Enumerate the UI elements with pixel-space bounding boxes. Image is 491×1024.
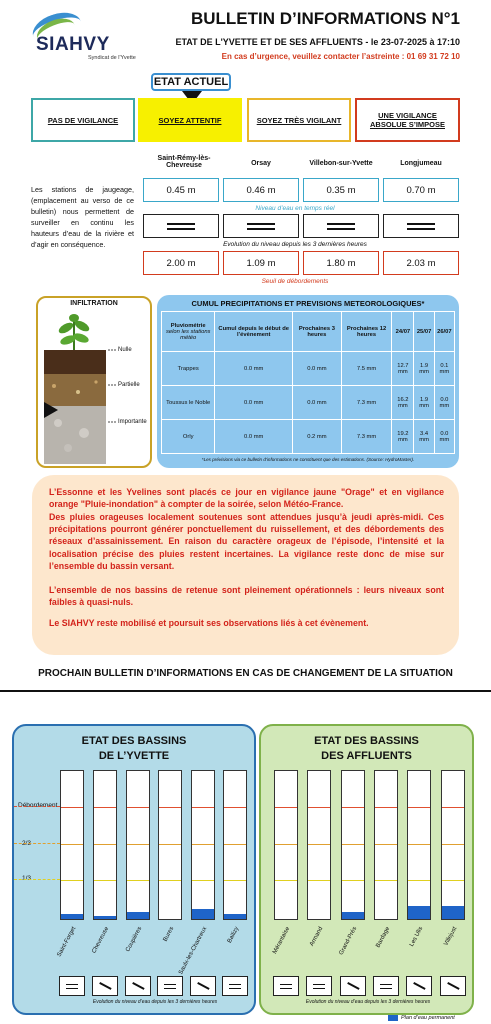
value-cell: 16.2 mm bbox=[392, 386, 414, 420]
basin-gauge bbox=[307, 770, 331, 920]
gauge-threshold-line bbox=[159, 880, 181, 881]
basin-name: Bardage bbox=[375, 926, 392, 949]
gauge-threshold-line bbox=[375, 880, 397, 881]
seuil-caption: Seuil de débordements bbox=[261, 278, 329, 285]
one-third-guide bbox=[14, 879, 60, 880]
precipitation-note: *Les prévisions via ce bulletin d’informations ne constituent que des estimations. (Source: HydroMaster). bbox=[201, 457, 415, 462]
precipitation-title: CUMUL PRECIPITATIONS ET PREVISIONS METEOROLOGIQUES* bbox=[191, 299, 425, 308]
basin-name: Armand bbox=[309, 926, 325, 948]
value-cell: 1.9 mm bbox=[414, 352, 434, 386]
niveau-value: 0.35 m bbox=[303, 178, 379, 202]
value-cell: 19.2 mm bbox=[392, 420, 414, 454]
vigilance-level-3: SOYEZ TRÈS VIGILANT bbox=[247, 98, 351, 142]
value-cell: 0.0 mm bbox=[293, 386, 342, 420]
value-cell: 1.9 mm bbox=[414, 386, 434, 420]
gauge-threshold-line bbox=[408, 844, 430, 845]
basin-gauge bbox=[223, 770, 247, 920]
vigilance-level-1: PAS DE VIGILANCE bbox=[31, 98, 135, 142]
bulletin-text-panel bbox=[32, 475, 459, 655]
station-name: Longjumeau bbox=[400, 160, 442, 167]
evolution-caption: Evolution du niveau depuis les 3 dernières heures bbox=[223, 241, 367, 248]
legend bbox=[388, 1015, 455, 1021]
basin-gauge bbox=[274, 770, 298, 920]
gauge-water-fill bbox=[342, 912, 364, 920]
prochain-bulletin-text: PROCHAIN BULLETIN D’INFORMATIONS EN CAS DE CHANGEMENT DE LA SITUATION bbox=[38, 668, 453, 679]
gauge-threshold-line bbox=[192, 807, 214, 808]
divider bbox=[0, 690, 491, 692]
basin-name: Chevreuse bbox=[91, 926, 111, 955]
gauge-threshold-line bbox=[375, 844, 397, 845]
gauge-threshold-line bbox=[127, 844, 149, 845]
basin-name: Bailizy bbox=[226, 926, 241, 945]
seuil-value: 1.09 m bbox=[223, 251, 299, 275]
gauge-water-fill bbox=[224, 914, 246, 919]
gauge-threshold-line bbox=[308, 880, 330, 881]
gauge-threshold-line bbox=[308, 807, 330, 808]
bulletin-paragraph: L’ensemble de nos bassins de retenue sont pleinement opérationnels : leurs niveaux sont faibles à quasi-nuls. bbox=[49, 585, 444, 608]
gauge-threshold-line bbox=[61, 844, 83, 845]
table-header: 25/07 bbox=[414, 312, 434, 352]
gauge-threshold-line bbox=[408, 880, 430, 881]
seuil-value: 1.80 m bbox=[303, 251, 379, 275]
gauge-threshold-line bbox=[94, 880, 116, 881]
basin-name: Villejust bbox=[443, 926, 459, 947]
legend-label: Plan d’eau permanent bbox=[401, 1015, 455, 1021]
seuil-value: 2.03 m bbox=[383, 251, 459, 275]
table-row bbox=[162, 420, 455, 454]
stable-icon bbox=[167, 223, 195, 230]
gauge-water-fill bbox=[61, 914, 83, 919]
table-header: Cumul depuis le début de l’évènement bbox=[215, 312, 293, 352]
legend-swatch bbox=[388, 1015, 398, 1021]
bulletin-paragraph: Des pluies orageuses localement soutenues sont attendues jusqu’à jeudi après-midi. Ces précipitations pourront générer ponctuellement du ruissellement, et des débordements des réseaux d’assainissement. En raison du caractère orageux de l’épisode, l’intensité et la localisation précise des pluies restent incertaines. La vigilance reste donc de mise sur l’ensemble du bassin versant. bbox=[49, 512, 444, 571]
value-cell: 0.0 mm bbox=[215, 386, 293, 420]
infiltration-level-label: Importante bbox=[118, 419, 147, 425]
etat-actuel-label: ETAT ACTUEL bbox=[151, 73, 231, 91]
logo-subtitle: Syndicat de l'Yvette bbox=[88, 55, 136, 61]
gauge-threshold-line bbox=[342, 880, 364, 881]
value-cell: 0.0 mm bbox=[434, 420, 454, 454]
station-cell: Trappes bbox=[162, 352, 215, 386]
affluents-evolution-caption: Evolution du niveau d’eau depuis les 3 dernières heures bbox=[305, 999, 431, 1005]
y-label-two-thirds: 2/3 bbox=[22, 840, 32, 847]
table-header: Prochaines 12 heures bbox=[341, 312, 392, 352]
trend-down-icon bbox=[447, 982, 459, 990]
gauge-threshold-line bbox=[275, 807, 297, 808]
gauge-threshold-line bbox=[442, 807, 464, 808]
vigilance-level-4: UNE VIGILANCE ABSOLUE S’IMPOSE bbox=[355, 98, 460, 142]
basin-name: Les Ulis bbox=[408, 926, 425, 948]
stable-icon bbox=[407, 223, 435, 230]
vigilance-level-2: SOYEZ ATTENTIF bbox=[138, 98, 242, 142]
station-name: Orsay bbox=[251, 160, 271, 167]
station-name: Saint-Rémy-lès-Chevreuse bbox=[157, 155, 211, 169]
basin-name: Saint-Forget bbox=[56, 926, 78, 958]
gauge-threshold-line bbox=[275, 844, 297, 845]
gauge-threshold-line bbox=[442, 844, 464, 845]
basin-gauge bbox=[126, 770, 150, 920]
gauge-threshold-line bbox=[94, 807, 116, 808]
gauge-threshold-line bbox=[192, 880, 214, 881]
gauge-threshold-line bbox=[442, 880, 464, 881]
gauge-water-fill bbox=[442, 906, 464, 920]
table-header: Prochaines 3 heures bbox=[293, 312, 342, 352]
basin-gauge bbox=[191, 770, 215, 920]
value-cell: 7.3 mm bbox=[341, 420, 392, 454]
logo-text: SIAHVY bbox=[36, 34, 110, 55]
bulletin-subtitle: ETAT DE L'YVETTE ET DE SES AFFLUENTS - le 23-07-2025 à 17:10 bbox=[175, 37, 460, 47]
table-row bbox=[162, 352, 455, 386]
basin-name: Coupières bbox=[125, 926, 144, 953]
gauge-threshold-line bbox=[192, 844, 214, 845]
table-header: Pluviométrie selon les stations météo bbox=[162, 312, 215, 352]
value-cell: 7.5 mm bbox=[341, 352, 392, 386]
table-row bbox=[162, 386, 455, 420]
infiltration-level-label: Partielle bbox=[118, 382, 140, 388]
precipitation-table bbox=[161, 311, 455, 454]
basin-gauge bbox=[93, 770, 117, 920]
station-cell: Orly bbox=[162, 420, 215, 454]
infiltration-title: INFILTRATION bbox=[70, 300, 118, 307]
evolution-cell bbox=[383, 214, 459, 238]
basin-gauge bbox=[407, 770, 431, 920]
siahvy-logo bbox=[32, 14, 147, 60]
table-header: 26/07 bbox=[434, 312, 454, 352]
stable-icon bbox=[229, 984, 241, 989]
debordement-guide bbox=[14, 806, 60, 807]
niveau-caption: Niveau d’eau en temps réel bbox=[255, 205, 335, 212]
bulletin-title: BULLETIN D’INFORMATIONS N°1 bbox=[190, 9, 460, 28]
evolution-cell bbox=[223, 214, 299, 238]
seuil-value: 2.00 m bbox=[143, 251, 219, 275]
gauge-threshold-line bbox=[94, 844, 116, 845]
gauge-threshold-line bbox=[224, 807, 246, 808]
basin-gauge bbox=[441, 770, 465, 920]
basin-name: Saulx-les-Chartreux bbox=[178, 926, 209, 976]
niveau-value: 0.45 m bbox=[143, 178, 219, 202]
value-cell: 0.0 mm bbox=[215, 352, 293, 386]
evolution-cell bbox=[303, 214, 379, 238]
gauge-threshold-line bbox=[308, 844, 330, 845]
value-cell: 0.1 mm bbox=[434, 352, 454, 386]
table-header: 24/07 bbox=[392, 312, 414, 352]
value-cell: 12.7 mm bbox=[392, 352, 414, 386]
basin-name: Bures bbox=[162, 926, 176, 943]
value-cell: 0.2 mm bbox=[293, 420, 342, 454]
gauge-threshold-line bbox=[159, 807, 181, 808]
niveau-value: 0.70 m bbox=[383, 178, 459, 202]
value-cell: 7.3 mm bbox=[341, 386, 392, 420]
yvette-evolution-caption: Evolution du niveau d’eau depuis les 3 dernières heures bbox=[92, 999, 218, 1005]
basin-name: Grand-Prés bbox=[338, 926, 359, 957]
value-cell: 0.0 mm bbox=[293, 352, 342, 386]
station-name: Villebon-sur-Yvette bbox=[309, 160, 373, 167]
gauge-threshold-line bbox=[275, 880, 297, 881]
basin-name: Mérantaise bbox=[272, 926, 292, 956]
two-thirds-guide bbox=[14, 843, 60, 844]
gauge-threshold-line bbox=[61, 880, 83, 881]
gauge-threshold-line bbox=[342, 844, 364, 845]
infiltration-panel bbox=[36, 296, 152, 468]
infiltration-level-label: Nulle bbox=[118, 347, 132, 353]
station-cell: Toussus le Noble bbox=[162, 386, 215, 420]
gauge-water-fill bbox=[192, 909, 214, 920]
value-cell: 0.0 mm bbox=[434, 386, 454, 420]
gauge-threshold-line bbox=[375, 807, 397, 808]
stable-icon bbox=[247, 223, 275, 230]
gauge-threshold-line bbox=[127, 807, 149, 808]
gauge-threshold-line bbox=[224, 844, 246, 845]
evolution-cell bbox=[143, 214, 219, 238]
value-cell: 3.4 mm bbox=[414, 420, 434, 454]
basin-evolution-cell bbox=[222, 976, 248, 996]
gauge-threshold-line bbox=[159, 844, 181, 845]
gauge-threshold-line bbox=[342, 807, 364, 808]
basin-gauge bbox=[158, 770, 182, 920]
precipitation-panel bbox=[157, 295, 459, 468]
gauge-threshold-line bbox=[224, 880, 246, 881]
basin-gauge bbox=[374, 770, 398, 920]
bassins-affluents-title: ETAT DES BASSINS DES AFFLUENTS bbox=[314, 735, 419, 762]
basin-evolution-cell bbox=[440, 976, 466, 996]
bassins-yvette-title: ETAT DES BASSINS DE L’YVETTE bbox=[81, 735, 187, 762]
bulletin-paragraph: Le SIAHVY reste mobilisé et poursuit ses observations liés à cet évènement. bbox=[49, 618, 369, 628]
bulletin-paragraph: L’Essonne et les Yvelines sont placés ce jour en vigilance jaune "Orage" et en vigilance orange "Pluie-inondation" à compter de la soirée, selon Météo-France. bbox=[49, 487, 444, 510]
basin-gauge bbox=[341, 770, 365, 920]
basin-gauge bbox=[60, 770, 84, 920]
stations-intro-text: Les stations de jaugeage, (emplacement au verso de ce bulletin) nous permettent de surveiller en continu les hauteurs d’eau de la rivière et d’agir en conséquence. bbox=[31, 185, 134, 249]
urgence-contact: En cas d’urgence, veuillez contacter l’astreinte : 01 69 31 72 10 bbox=[221, 52, 460, 61]
gauge-threshold-line bbox=[61, 807, 83, 808]
y-label-debordement: Débordement bbox=[18, 802, 58, 809]
gauge-threshold-line bbox=[408, 807, 430, 808]
niveau-value: 0.46 m bbox=[223, 178, 299, 202]
value-cell: 0.0 mm bbox=[215, 420, 293, 454]
gauge-water-fill bbox=[94, 916, 116, 919]
gauge-threshold-line bbox=[127, 880, 149, 881]
gauge-water-fill bbox=[408, 906, 430, 920]
stable-icon bbox=[327, 223, 355, 230]
y-label-one-third: 1/3 bbox=[22, 875, 32, 882]
gauge-water-fill bbox=[127, 912, 149, 920]
